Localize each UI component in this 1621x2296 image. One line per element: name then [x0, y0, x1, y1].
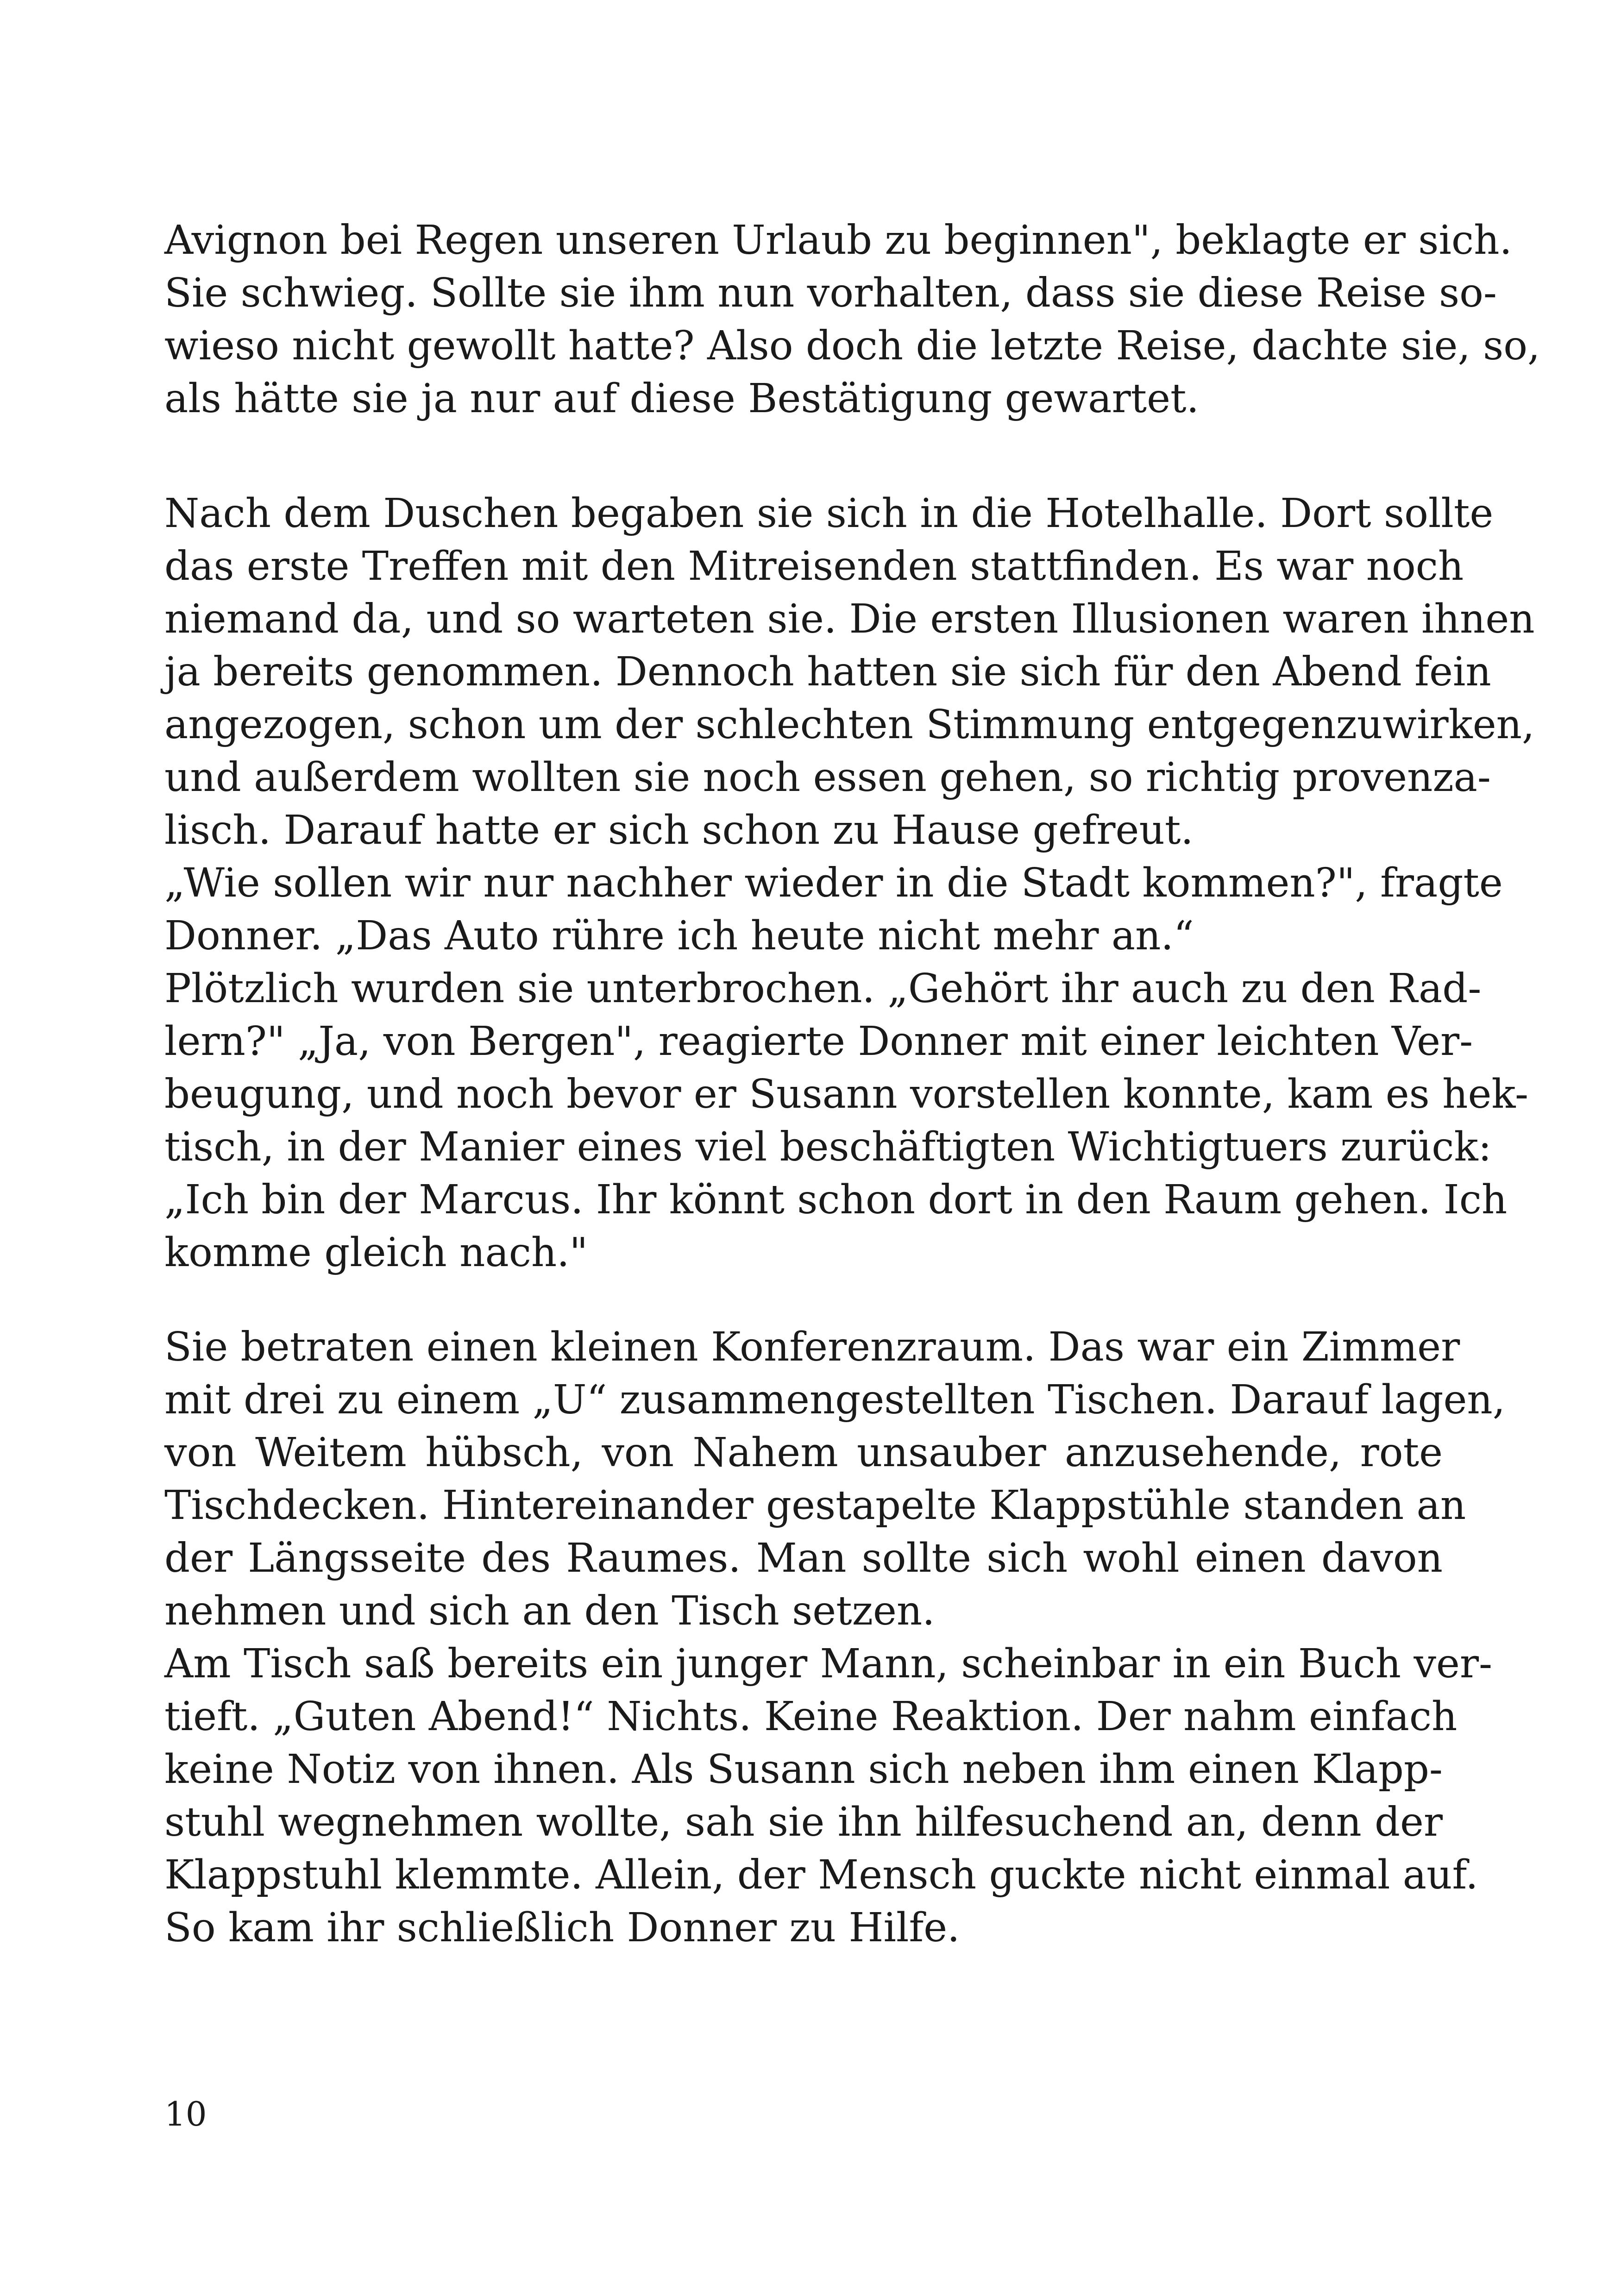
paragraph-2 [164, 487, 1535, 1279]
text-line: niemand da, und so warteten sie. Die ersten Illusionen waren ihnen [164, 596, 1535, 642]
text-line: das erste Treffen mit den Mitreisenden stattfinden. Es war noch [164, 543, 1464, 590]
text-line: Plötzlich wurden sie unterbrochen. „Gehört ihr auch zu den Rad- [164, 966, 1482, 1012]
paragraph-1 [164, 214, 1540, 425]
text-line: mit drei zu einem „U“ zusammengestellten Tischen. Darauf lagen, [164, 1377, 1506, 1423]
text-line: ja bereits genommen. Dennoch hatten sie sich für den Abend fein [164, 649, 1491, 695]
text-line: komme gleich nach." [164, 1230, 588, 1276]
text-line: Tischdecken. Hintereinander gestapelte Klappstühle standen an [164, 1482, 1466, 1529]
page-number: 10 [164, 2095, 207, 2133]
text-line: So kam ihr schließlich Donner zu Hilfe. [164, 1905, 960, 1951]
text-line: Avignon bei Regen unseren Urlaub zu beginnen", beklagte er sich. [164, 217, 1512, 263]
text-line: Am Tisch saß bereits ein junger Mann, scheinbar in ein Buch ver- [164, 1641, 1493, 1687]
text-line: beugung, und noch bevor er Susann vorstellen konnte, kam es hek- [164, 1071, 1529, 1117]
text-line: lisch. Darauf hatte er sich schon zu Hause gefreut. [164, 807, 1194, 853]
text-line: „Ich bin der Marcus. Ihr könnt schon dort in den Raum gehen. Ich [164, 1177, 1508, 1223]
text-line: lern?" „Ja, von Bergen", reagierte Donner mit einer leichten Ver- [164, 1018, 1473, 1065]
text-line: tisch, in der Manier eines viel beschäftigten Wichtigtuers zurück: [164, 1124, 1492, 1170]
text-line: Sie schwieg. Sollte sie ihm nun vorhalten, dass sie diese Reise so- [164, 270, 1497, 316]
text-line: von Weitem hübsch, von Nahem unsauber anzusehende, rote [164, 1430, 1443, 1476]
text-line: angezogen, schon um der schlechten Stimmung entgegenzuwirken, [164, 702, 1535, 748]
paragraph-3 [164, 1321, 1506, 1954]
text-line: keine Notiz von ihnen. Als Susann sich neben ihm einen Klapp- [164, 1746, 1443, 1793]
text-line: Nach dem Duschen begaben sie sich in die Hotelhalle. Dort sollte [164, 490, 1494, 537]
text-line: wieso nicht gewollt hatte? Also doch die letzte Reise, dachte sie, so, [164, 323, 1540, 369]
text-line: Donner. „Das Auto rühre ich heute nicht mehr an.“ [164, 913, 1194, 959]
text-line: Sie betraten einen kleinen Konferenzraum. Das war ein Zimmer [164, 1324, 1460, 1370]
text-line: tieft. „Guten Abend!“ Nichts. Keine Reaktion. Der nahm einfach [164, 1694, 1458, 1740]
text-line: und außerdem wollten sie noch essen gehen, so richtig provenza- [164, 754, 1491, 801]
text-line: Klappstuhl klemmte. Allein, der Mensch guckte nicht einmal auf. [164, 1852, 1478, 1898]
text-line: nehmen und sich an den Tisch setzen. [164, 1588, 935, 1634]
text-line: „Wie sollen wir nur nachher wieder in die Stadt kommen?", fragte [164, 860, 1503, 906]
text-line: als hätte sie ja nur auf diese Bestätigung gewartet. [164, 376, 1199, 422]
text-line: der Längsseite des Raumes. Man sollte sich wohl einen davon [164, 1535, 1443, 1581]
text-line: stuhl wegnehmen wollte, sah sie ihn hilfesuchend an, denn der [164, 1799, 1443, 1845]
